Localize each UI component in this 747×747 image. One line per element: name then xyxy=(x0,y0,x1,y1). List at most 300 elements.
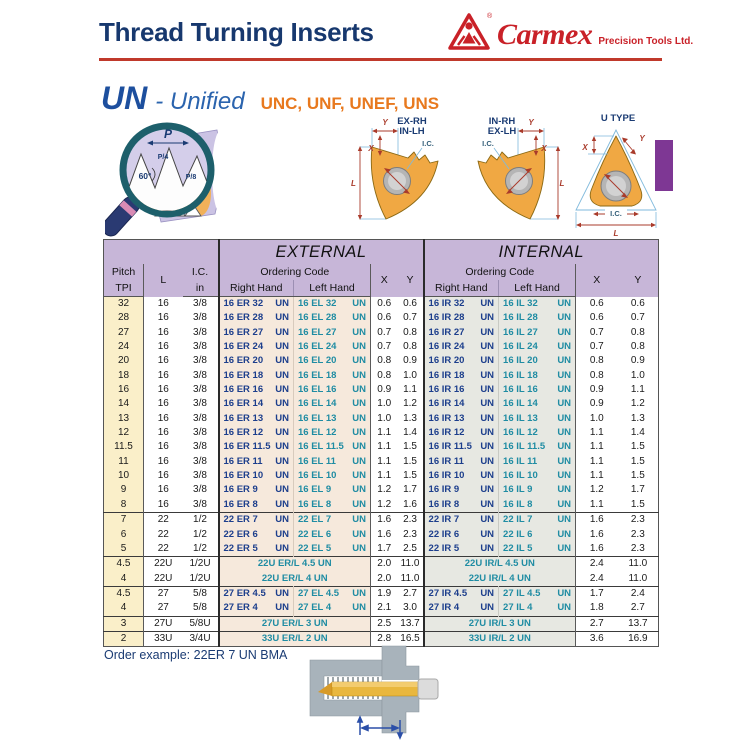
table-cell: 11.0 xyxy=(398,572,424,587)
table-cell: 22 IL 6 UN xyxy=(499,528,576,542)
svg-text:P: P xyxy=(163,127,173,141)
table-row xyxy=(104,616,659,631)
table-cell: 16 EL 24 UN xyxy=(294,340,371,354)
table-cell: 18 xyxy=(104,369,144,383)
table-cell: 16 EL 16 UN xyxy=(294,383,371,397)
order-example: Order example: 22ER 7 UN BMA xyxy=(104,648,288,662)
table-cell: 3/8 xyxy=(183,440,219,454)
svg-text:X: X xyxy=(582,143,588,152)
table-cell: 0.8 xyxy=(630,326,645,338)
table-cell: 0.8 xyxy=(398,340,424,354)
table-cell: 16 ER 14 UN xyxy=(219,397,294,411)
table-cell: 16 ER 18 UN xyxy=(219,369,294,383)
table-cell: 16 IL 12 UN xyxy=(499,426,576,440)
table-cell: 3/8 xyxy=(183,369,219,383)
table-cell: 16 IR 10 UN xyxy=(424,469,499,483)
table-cell: 16 ER 28 UN xyxy=(219,311,294,325)
table-cell: 4 xyxy=(104,572,144,587)
table-cell: 4 xyxy=(104,601,144,616)
svg-text:IN-RH: IN-RH xyxy=(488,116,516,127)
svg-text:Y: Y xyxy=(528,118,534,127)
series-code: UN xyxy=(101,80,148,116)
page-tab-marker xyxy=(655,140,673,191)
carmex-emblem-icon xyxy=(447,10,493,59)
table-cell: 14 xyxy=(104,397,144,411)
svg-text:P/8: P/8 xyxy=(185,174,197,181)
table-cell: 13.7 xyxy=(618,616,659,631)
table-cell: 16 IR 20 UN xyxy=(424,354,499,368)
table-cell: 16 IR 13 UN xyxy=(424,412,499,426)
table-cell: 0.9 xyxy=(377,384,392,396)
table-cell: 13 xyxy=(104,412,144,426)
table-cell: 16 IR 9 UN xyxy=(424,483,499,497)
svg-text:I.C.: I.C. xyxy=(610,209,622,218)
table-cell: 16 IR 8 UN xyxy=(424,498,499,513)
table-cell: 0.7 xyxy=(630,312,645,324)
table-cell: 0.6 xyxy=(589,312,604,324)
table-cell: 3 xyxy=(104,616,144,631)
table-cell: 2.8 xyxy=(371,631,398,646)
table-cell: 1.5 xyxy=(398,469,424,483)
table-row xyxy=(104,455,659,469)
header-tpi: TPI xyxy=(104,280,144,297)
table-cell: 22 IR 5 UN xyxy=(424,542,499,557)
table-cell: 11 xyxy=(104,455,144,469)
header-in: in xyxy=(183,280,219,297)
table-cell: 1.2 xyxy=(398,397,424,411)
table-cell: 1.2 xyxy=(377,484,392,496)
table-cell: 16 xyxy=(104,383,144,397)
table-row xyxy=(104,557,659,572)
table-cell: 1.6 xyxy=(371,513,398,528)
table-cell: 16 EL 11 UN xyxy=(294,455,371,469)
table-cell: 3/8 xyxy=(183,412,219,426)
table-cell: 0.6 xyxy=(630,297,645,309)
table-cell: 22 EL 6 UN xyxy=(294,528,371,542)
table-cell: 1.2 xyxy=(589,484,604,496)
table-cell: 0.9 xyxy=(630,355,645,367)
table-cell: 1/2U xyxy=(183,557,219,572)
table-cell: 16 IR 12 UN xyxy=(424,426,499,440)
table-cell: 8 xyxy=(104,498,144,513)
table-cell: 33U xyxy=(144,631,183,646)
table-cell: 16 EL 13 UN xyxy=(294,412,371,426)
table-cell: 16 EL 8 UN xyxy=(294,498,371,513)
table-cell: 1.0 xyxy=(398,369,424,383)
table-cell: 1.1 xyxy=(630,384,645,396)
table-cell: 1.1 xyxy=(589,470,604,482)
svg-text:I.C.: I.C. xyxy=(422,139,434,148)
table-cell: 16 IL 9 UN xyxy=(499,483,576,497)
table-cell: 22 ER 5 UN xyxy=(219,542,294,557)
table-cell: 1.1 xyxy=(589,441,604,453)
table-cell: 2.0 xyxy=(377,572,392,584)
table-cell: 1/2 xyxy=(183,542,219,557)
table-cell: 0.8 xyxy=(589,369,604,381)
table-cell: 16 ER 24 UN xyxy=(219,340,294,354)
table-cell: 16 IL 32 UN xyxy=(499,297,576,312)
table-cell: 1.1 xyxy=(398,383,424,397)
table-cell: 1.3 xyxy=(398,412,424,426)
table-cell: 16 xyxy=(157,498,169,510)
table-cell: 16 IL 27 UN xyxy=(499,326,576,340)
table-cell: 1.1 xyxy=(589,427,604,439)
table-cell: 16 xyxy=(157,470,169,482)
header-corner xyxy=(104,240,219,265)
brand-logo xyxy=(447,10,693,59)
table-cell: 2.3 xyxy=(618,513,659,528)
table-cell: 16 EL 11.5 UN xyxy=(294,440,371,454)
table-cell: 3/8 xyxy=(183,455,219,469)
table-cell: 2 xyxy=(104,631,144,646)
table-cell: 1.1 xyxy=(377,441,392,453)
table-row xyxy=(104,383,659,397)
thread-profile-diagram xyxy=(105,110,240,243)
table-cell: 22 ER 6 UN xyxy=(219,528,294,542)
table-cell: 2.4 xyxy=(589,572,604,584)
table-cell: 2.3 xyxy=(398,528,424,542)
insert-spec-table xyxy=(103,239,659,647)
table-cell: 16 IR 24 UN xyxy=(424,340,499,354)
table-cell: 2.1 xyxy=(377,602,392,614)
table-body xyxy=(104,297,659,647)
table-row xyxy=(104,513,659,528)
table-cell: 16 IR 28 UN xyxy=(424,311,499,325)
table-cell: 9 xyxy=(104,483,144,497)
table-cell: 10 xyxy=(104,469,144,483)
table-cell: 4.5 xyxy=(104,586,144,601)
table-cell: 16 IL 13 UN xyxy=(499,412,576,426)
table-cell: 16 xyxy=(157,384,169,396)
table-cell: 22U ER/L 4 UN xyxy=(219,572,371,587)
table-cell: 0.6 xyxy=(377,297,392,309)
table-cell: 3/8 xyxy=(183,326,219,340)
table-cell: 3/8 xyxy=(183,426,219,440)
svg-text:X: X xyxy=(541,144,547,153)
table-row xyxy=(104,586,659,601)
table-cell: 1.7 xyxy=(398,483,424,497)
table-cell: 33U IR/L 2 UN xyxy=(424,631,576,646)
table-row xyxy=(104,354,659,368)
table-cell: 0.8 xyxy=(630,341,645,353)
table-cell: 16 IR 11.5 UN xyxy=(424,440,499,454)
table-cell: 5 xyxy=(104,542,144,557)
table-cell: 16 ER 11.5 UN xyxy=(219,440,294,454)
table-cell: 3/8 xyxy=(183,469,219,483)
table-cell: 16 xyxy=(157,455,169,467)
table-cell: 33U ER/L 2 UN xyxy=(219,631,371,646)
header-l: L xyxy=(144,264,183,297)
brand-name: Carmex xyxy=(497,18,593,51)
table-cell: 1.5 xyxy=(398,440,424,454)
table-cell: 1.6 xyxy=(377,528,392,540)
table-cell: 0.8 xyxy=(377,355,392,367)
svg-text:U TYPE: U TYPE xyxy=(600,113,636,124)
table-cell: 16 ER 10 UN xyxy=(219,469,294,483)
table-cell: 1.5 xyxy=(630,441,645,453)
table-cell: 2.3 xyxy=(398,513,424,528)
table-cell: 2.3 xyxy=(630,542,645,554)
table-cell: 16 IL 20 UN xyxy=(499,354,576,368)
table-header xyxy=(104,240,659,297)
table-cell: 16 IR 18 UN xyxy=(424,369,499,383)
header-right-hand-ext: Right Hand xyxy=(219,280,294,297)
header-x-ext: X xyxy=(371,264,398,297)
table-row xyxy=(104,397,659,411)
table-cell: 2.7 xyxy=(398,586,424,601)
table-cell: 3/4U xyxy=(183,631,219,646)
table-cell: 1.1 xyxy=(589,455,604,467)
table-cell: 24 xyxy=(104,340,144,354)
page-title: Thread Turning Inserts xyxy=(99,17,374,47)
table-cell: 1.7 xyxy=(377,542,392,554)
table-cell: 1.1 xyxy=(589,498,604,510)
table-cell: 2.4 xyxy=(576,557,618,572)
table-cell: 22 xyxy=(157,542,169,554)
header-divider xyxy=(99,58,662,61)
table-cell: 1.5 xyxy=(630,455,645,467)
table-row xyxy=(104,542,659,557)
table-cell: 11.0 xyxy=(628,572,648,584)
table-cell: 3/8 xyxy=(183,311,219,325)
table-cell: 16 IL 10 UN xyxy=(499,469,576,483)
table-cell: 16 xyxy=(157,484,169,496)
table-cell: 16 ER 8 UN xyxy=(219,498,294,513)
table-cell: 1.5 xyxy=(398,455,424,469)
header-right-hand-int: Right Hand xyxy=(424,280,499,297)
table-cell: 27 EL 4.5 UN xyxy=(294,586,371,601)
header-left-hand-int: Left Hand xyxy=(499,280,576,297)
svg-text:®: ® xyxy=(487,13,493,20)
table-cell: 16 EL 9 UN xyxy=(294,483,371,497)
header-x-int: X xyxy=(576,264,618,297)
table-cell: 27 IL 4.5 UN xyxy=(499,586,576,601)
svg-text:X: X xyxy=(368,144,374,153)
table-cell: 16.9 xyxy=(618,631,659,646)
table-cell: 1.0 xyxy=(630,369,645,381)
table-cell: 0.6 xyxy=(589,297,604,309)
header-left-hand-ext: Left Hand xyxy=(294,280,371,297)
table-cell: 27 IL 4 UN xyxy=(499,601,576,616)
table-cell: 16 xyxy=(157,297,169,309)
table-cell: 16 xyxy=(157,369,169,381)
table-cell: 27 xyxy=(104,326,144,340)
table-cell: 4.5 xyxy=(104,557,144,572)
table-cell: 27 EL 4 UN xyxy=(294,601,371,616)
table-cell: 16 IL 16 UN xyxy=(499,383,576,397)
table-row xyxy=(104,326,659,340)
table-cell: 16 ER 27 UN xyxy=(219,326,294,340)
table-cell: 16 xyxy=(157,341,169,353)
tool-application-image xyxy=(286,636,451,747)
table-cell: 22 EL 5 UN xyxy=(294,542,371,557)
table-cell: 22U IR/L 4.5 UN xyxy=(424,557,576,572)
table-cell: 16 ER 9 UN xyxy=(219,483,294,497)
table-cell: 22 xyxy=(157,528,169,540)
table-cell: 16 IL 24 UN xyxy=(499,340,576,354)
table-cell: 28 xyxy=(104,311,144,325)
table-cell: 3/8 xyxy=(183,498,219,513)
table-cell: 13.7 xyxy=(398,616,424,631)
table-cell: 3.6 xyxy=(576,631,618,646)
header-ic: I.C. xyxy=(183,264,219,280)
table-cell: 16 xyxy=(157,312,169,324)
table-cell: 1.5 xyxy=(630,470,645,482)
table-cell: 27 IR 4 UN xyxy=(424,601,499,616)
table-cell: 16 ER 16 UN xyxy=(219,383,294,397)
table-row xyxy=(104,297,659,312)
table-cell: 16 xyxy=(157,398,169,410)
table-cell: 1.0 xyxy=(377,398,392,410)
table-cell: 16 IL 11.5 UN xyxy=(499,440,576,454)
table-cell: 1.7 xyxy=(630,484,645,496)
table-cell: 11.0 xyxy=(398,557,424,572)
series-subtypes: UNC, UNF, UNEF, UNS xyxy=(260,94,440,113)
table-cell: 2.4 xyxy=(618,586,659,601)
table-cell: 0.9 xyxy=(589,398,604,410)
table-cell: 3/8 xyxy=(183,383,219,397)
table-cell: 16 ER 13 UN xyxy=(219,412,294,426)
table-cell: 1/2U xyxy=(183,572,219,587)
table-cell: 3/8 xyxy=(183,297,219,312)
table-cell: 22U xyxy=(144,557,183,572)
table-cell: 16 EL 27 UN xyxy=(294,326,371,340)
header-external: EXTERNAL xyxy=(219,240,424,265)
table-row xyxy=(104,369,659,383)
table-cell: 1.1 xyxy=(377,455,392,467)
table-cell: 3/8 xyxy=(183,354,219,368)
table-cell: 16 ER 11 UN xyxy=(219,455,294,469)
table-cell: 16 IL 8 UN xyxy=(499,498,576,513)
table-cell: 22U IR/L 4 UN xyxy=(424,572,576,587)
table-cell: 16 IR 11 UN xyxy=(424,455,499,469)
table-cell: 12 xyxy=(104,426,144,440)
svg-text:P/4: P/4 xyxy=(157,154,169,161)
table-cell: 6 xyxy=(104,528,144,542)
table-cell: 27U xyxy=(144,616,183,631)
svg-text:EX-LH: EX-LH xyxy=(487,126,517,137)
table-cell: 16 xyxy=(157,441,169,453)
table-cell: 1.6 xyxy=(398,498,424,513)
table-cell: 27U IR/L 3 UN xyxy=(424,616,576,631)
table-cell: 1.8 xyxy=(589,602,604,614)
table-cell: 1.5 xyxy=(630,498,645,510)
svg-text:IN-LH: IN-LH xyxy=(399,126,425,137)
table-cell: 1.6 xyxy=(589,542,604,554)
table-cell: 22U ER/L 4.5 UN xyxy=(219,557,371,572)
table-cell: 0.8 xyxy=(589,355,604,367)
table-cell: 27 xyxy=(144,586,183,601)
table-cell: 2.5 xyxy=(371,616,398,631)
table-row xyxy=(104,528,659,542)
table-cell: 32 xyxy=(104,297,144,312)
table-cell: 1.1 xyxy=(377,427,392,439)
table-cell: 0.6 xyxy=(398,297,424,312)
table-row xyxy=(104,311,659,325)
header-ordering-code-ext: Ordering Code xyxy=(219,264,371,280)
table-cell: 27 xyxy=(157,602,169,614)
table-cell: 0.7 xyxy=(398,311,424,325)
table-cell: 16 EL 20 UN xyxy=(294,354,371,368)
table-cell: 27 ER 4.5 UN xyxy=(219,586,294,601)
table-row xyxy=(104,426,659,440)
table-cell: 1/2 xyxy=(183,528,219,542)
table-cell: 22 EL 7 UN xyxy=(294,513,371,528)
table-cell: 0.7 xyxy=(589,326,604,338)
table-cell: 16 IL 18 UN xyxy=(499,369,576,383)
table-cell: 16 IR 14 UN xyxy=(424,397,499,411)
table-cell: 16 xyxy=(157,412,169,424)
table-row xyxy=(104,412,659,426)
table-cell: 16 EL 12 UN xyxy=(294,426,371,440)
table-cell: 1.6 xyxy=(589,528,604,540)
brand-tagline: Precision Tools Ltd. xyxy=(598,36,694,47)
table-cell: 2.7 xyxy=(576,616,618,631)
table-cell: 22U xyxy=(154,572,173,584)
table-cell: 16 EL 32 UN xyxy=(294,297,371,312)
table-row xyxy=(104,483,659,497)
table-row xyxy=(104,440,659,454)
table-cell: 1.0 xyxy=(377,412,392,424)
table-cell: 1.2 xyxy=(630,398,645,410)
svg-text:60°: 60° xyxy=(138,171,152,181)
table-cell: 11.5 xyxy=(104,440,144,454)
table-cell: 1.1 xyxy=(377,470,392,482)
insert-diagram-ex-rh xyxy=(350,113,462,240)
table-cell: 0.7 xyxy=(377,341,392,353)
table-cell: 16 IR 16 UN xyxy=(424,383,499,397)
table-cell: 1.3 xyxy=(630,412,645,424)
table-row xyxy=(104,601,659,616)
table-row xyxy=(104,340,659,354)
table-cell: 16 EL 14 UN xyxy=(294,397,371,411)
table-cell: 20 xyxy=(104,354,144,368)
table-cell: 0.9 xyxy=(398,354,424,368)
table-cell: 1.4 xyxy=(630,427,645,439)
table-cell: 1.7 xyxy=(576,586,618,601)
table-cell: 27 IR 4.5 UN xyxy=(424,586,499,601)
header-y-int: Y xyxy=(618,264,659,297)
svg-text:I.C.: I.C. xyxy=(482,139,494,148)
header-pitch: Pitch xyxy=(104,264,144,280)
table-cell: 16 xyxy=(157,427,169,439)
table-cell: 16 ER 32 UN xyxy=(219,297,294,312)
table-cell: 22 IL 7 UN xyxy=(499,513,576,528)
table-cell: 16 ER 20 UN xyxy=(219,354,294,368)
table-cell: 22 ER 7 UN xyxy=(219,513,294,528)
insert-diagram-u-type xyxy=(566,110,666,243)
insert-diagram-in-rh xyxy=(458,113,566,240)
table-cell: 1.4 xyxy=(398,426,424,440)
table-cell: 1.2 xyxy=(377,498,392,510)
table-row xyxy=(104,498,659,513)
table-cell: 1.6 xyxy=(576,513,618,528)
header-internal: INTERNAL xyxy=(424,240,659,265)
table-cell: 3/8 xyxy=(183,397,219,411)
table-cell: 2.3 xyxy=(630,528,645,540)
table-cell: 22 IR 7 UN xyxy=(424,513,499,528)
table-cell: 0.7 xyxy=(377,326,392,338)
svg-text:EX-RH: EX-RH xyxy=(397,116,427,127)
table-cell: 2.0 xyxy=(371,557,398,572)
table-cell: 16 IL 14 UN xyxy=(499,397,576,411)
table-cell: 0.6 xyxy=(377,312,392,324)
table-cell: 3/8 xyxy=(183,483,219,497)
table-cell: 3.0 xyxy=(398,601,424,616)
svg-text:L: L xyxy=(559,179,565,188)
table-cell: 22 IL 5 UN xyxy=(499,542,576,557)
table-cell: 27 ER 4 UN xyxy=(219,601,294,616)
